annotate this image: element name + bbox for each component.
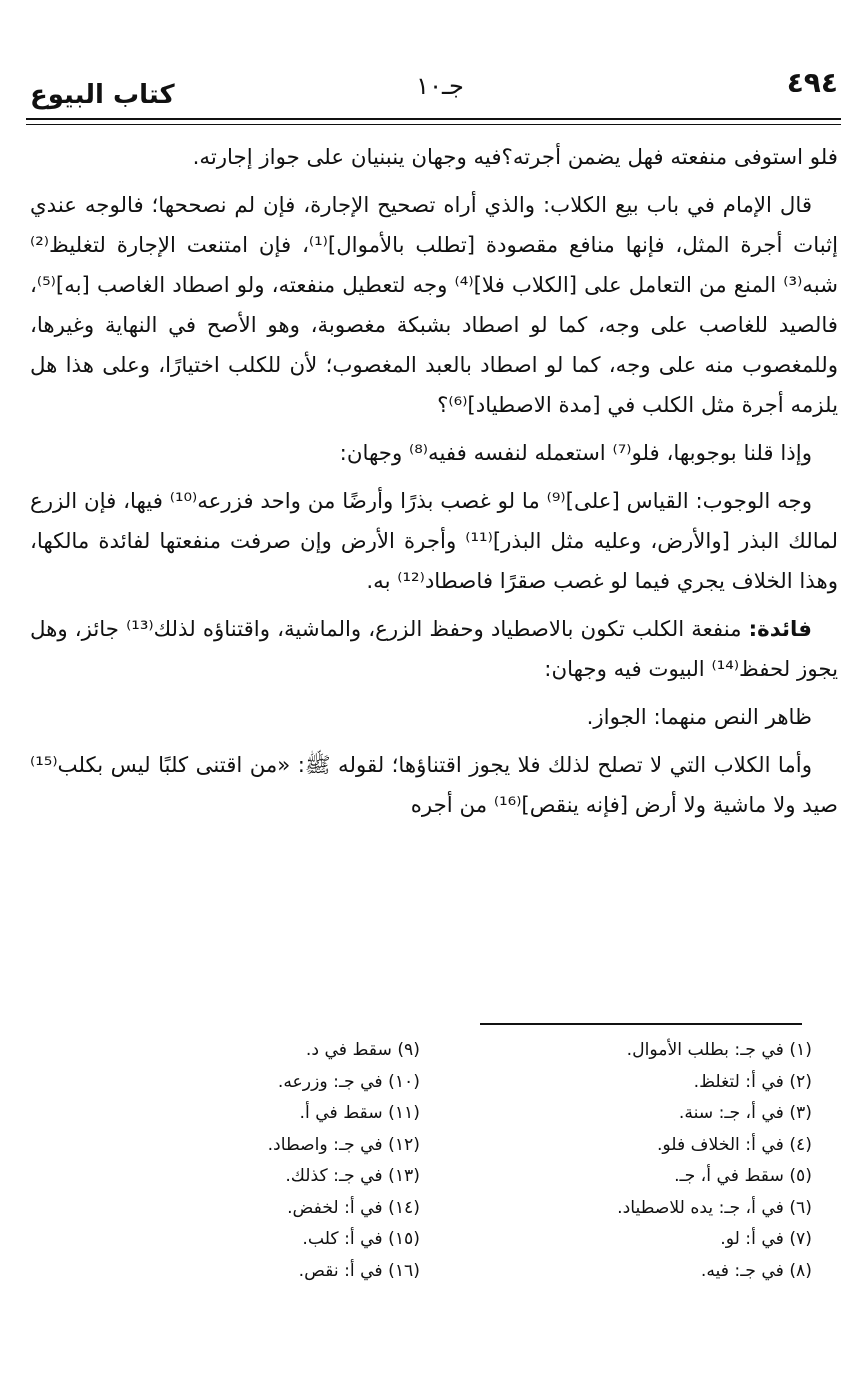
footnote: (١٤) في أ: لخفض. xyxy=(287,1197,420,1218)
footnote: (٧) في أ: لو. xyxy=(720,1229,812,1249)
footnote: (١١) سقط في أ. xyxy=(299,1103,420,1123)
footnote: (١٠) في جـ: وزرعه. xyxy=(277,1071,420,1092)
footnote: (١) في جـ: بطلب الأموال. xyxy=(626,1040,812,1060)
footnote: (٣) في أ، جـ: سنة. xyxy=(678,1103,812,1123)
page-number: ٤٩٤ xyxy=(786,66,838,99)
faida-text: منفعة الكلب تكون بالاصطياد وحفظ الزرع، والماشية، واقتناؤه لذلك⁽¹³⁾ جائز، وهل يجوز لحفظ⁽¹⁴⁾ البيوت فيه وجهان: xyxy=(30,617,838,682)
footnote: (٩) سقط في د. xyxy=(305,1040,420,1060)
header-rule-thick xyxy=(26,118,841,120)
volume-label: جـ١٠ xyxy=(416,72,464,100)
footnote: (١٦) في أ: نقص. xyxy=(298,1260,420,1281)
footnote-rule xyxy=(480,1023,802,1025)
footnotes-right-column xyxy=(470,1035,812,1287)
footnote: (٥) سقط في أ، جـ. xyxy=(674,1166,812,1186)
footnote: (٨) في جـ: فيه. xyxy=(700,1260,812,1281)
paragraph: وجه الوجوب: القياس [على]⁽⁹⁾ ما لو غصب بذرًا وأرضًا من واحد فزرعه⁽¹⁰⁾ فيها، فإن الزرع لمالك البذر [والأرض، وعليه مثل البذر]⁽¹¹⁾ وأجرة الأرض وإن صرفت منفعتها لفائدة مالكها، وهذا الخلاف يجري فيما لو غصب صقرًا فاصطاد⁽¹²⁾ به. xyxy=(30,489,838,594)
faida-label: فائدة: xyxy=(748,617,812,642)
paragraph: فلو استوفى منفعته فهل يضمن أجرته؟فيه وجهان ينبنيان على جواز إجارته. xyxy=(192,145,838,170)
footnote: (١٢) في جـ: واصطاد. xyxy=(267,1134,420,1155)
paragraph xyxy=(30,610,838,690)
paragraph: ظاهر النص منهما: الجواز. xyxy=(586,705,812,730)
footnote: (١٣) في جـ: كذلك. xyxy=(285,1166,420,1186)
paragraph: قال الإمام في باب بيع الكلاب: والذي أراه تصحيح الإجارة، فإن لم نصححها؛ فالوجه عندي إثبات أجرة المثل، فإنها منافع مقصودة [تطلب بالأموال]⁽¹⁾، فإن امتنعت الإجارة لتغليظ⁽²⁾ شبه⁽³⁾ المنع من التعامل على [الكلاب فلا]⁽⁴⁾ وجه لتعطيل منفعته، ولو اصطاد الغاصب [به]⁽⁵⁾، فالصيد للغاصب على وجه، كما لو اصطاد بشبكة مغصوبة، وهو الأصح في النهاية وغيرها، وللمغصوب منه على وجه، كما لو اصطاد بالعبد المغصوب؛ لأن للكلب اختيارًا، وعلى هذا هل يلزمه أجرة مثل الكلب في [مدة الاصطياد]⁽⁶⁾؟ xyxy=(30,193,838,418)
paragraph: وأما الكلاب التي لا تصلح لذلك فلا يجوز اقتناؤها؛ لقوله ﷺ: «من اقتنى كلبًا ليس بكلب⁽¹⁵⁾ صيد ولا ماشية ولا أرض [فإنه ينقص]⁽¹⁶⁾ من أجره xyxy=(30,753,838,818)
paragraph: وإذا قلنا بوجوبها، فلو⁽⁷⁾ استعمله لنفسه ففيه⁽⁸⁾ وجهان: xyxy=(339,441,812,466)
footnote: (٤) في أ: الخلاف فلو. xyxy=(656,1134,812,1155)
footnotes-left-column xyxy=(50,1035,420,1287)
book-title: كتاب البيوع xyxy=(30,80,175,110)
header-rule-thin xyxy=(26,124,841,125)
main-text xyxy=(30,138,838,826)
footnote: (٦) في أ، جـ: يده للاصطياد. xyxy=(617,1197,812,1218)
footnote: (٢) في أ: لتغلظ. xyxy=(693,1071,812,1092)
footnote: (١٥) في أ: كلب. xyxy=(302,1229,420,1249)
